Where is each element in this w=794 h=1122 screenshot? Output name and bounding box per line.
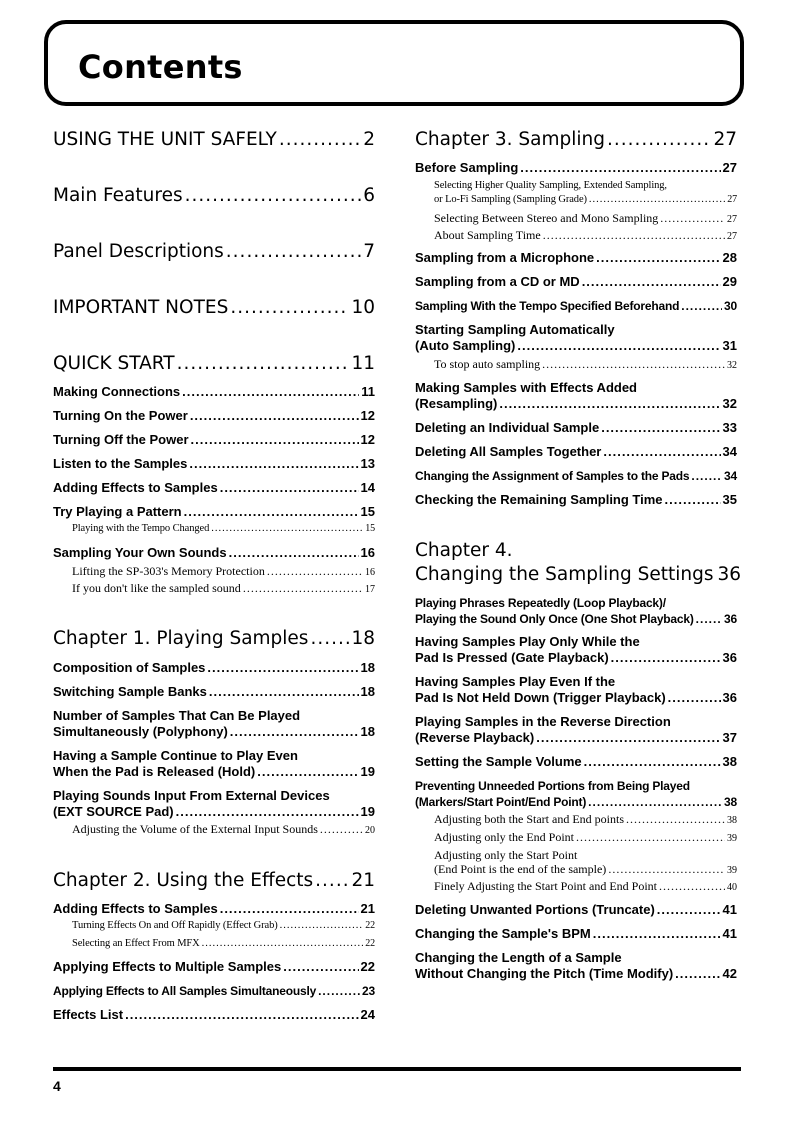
toc-entry-title-line: Having Samples Play Only While the bbox=[415, 634, 640, 649]
toc-entry-to-stop-auto-sampling[interactable] bbox=[415, 357, 737, 373]
dot-leader bbox=[582, 274, 721, 290]
toc-entry-title: Selecting an Effect From MFX bbox=[72, 938, 200, 949]
dot-leader bbox=[202, 937, 364, 951]
toc-page-number: 10 bbox=[351, 297, 375, 318]
toc-entry-title: Chapter 2. Using the Effects bbox=[53, 870, 314, 891]
toc-entry-adjusting-the-volume-of-the-external-input-sound[interactable] bbox=[53, 822, 375, 838]
toc-entry-title: QUICK START bbox=[53, 353, 175, 374]
toc-entry-playing-with-the-tempo-changed[interactable] bbox=[53, 522, 375, 536]
toc-entry-title-line: Playing Phrases Repeatedly (Loop Playback)/ bbox=[415, 596, 666, 610]
toc-entry-sampling-with-the-tempo-specified-beforehand[interactable] bbox=[415, 298, 737, 314]
toc-page-number: 27 bbox=[727, 231, 737, 242]
toc-entry-title: Try Playing a Pattern bbox=[53, 504, 182, 519]
toc-entry-title: Simultaneously (Polyphony) bbox=[53, 724, 228, 739]
toc-entry-making-samples-with-effects-added-resampling[interactable] bbox=[415, 380, 737, 412]
toc-entry-using-the-unit-safely[interactable] bbox=[53, 128, 375, 152]
toc-page-number: 15 bbox=[360, 504, 375, 519]
toc-page-number: 37 bbox=[722, 730, 737, 745]
toc-entry-title: Adjusting both the Start and End points bbox=[434, 812, 624, 826]
dot-leader bbox=[660, 211, 725, 225]
page-number: 4 bbox=[53, 1078, 61, 1094]
toc-page-number: 16 bbox=[360, 545, 375, 560]
dot-leader bbox=[626, 812, 725, 826]
toc-entry-title: Sampling Your Own Sounds bbox=[53, 545, 227, 560]
toc-page-number: 36 bbox=[722, 690, 737, 705]
toc-page-number: 41 bbox=[722, 926, 737, 941]
toc-page-number: 12 bbox=[360, 432, 375, 447]
toc-entry-important-notes[interactable] bbox=[53, 296, 375, 320]
toc-entry-title: If you don't like the sampled sound bbox=[72, 581, 241, 595]
dot-leader bbox=[211, 522, 363, 536]
toc-entry-chapter-4-changing-the-sampling-settings[interactable] bbox=[415, 539, 742, 587]
toc-entry-before-sampling[interactable] bbox=[415, 160, 737, 176]
dot-leader bbox=[315, 869, 349, 893]
toc-entry-adjusting-only-the-end-point[interactable] bbox=[415, 830, 737, 846]
toc-page-number: 40 bbox=[727, 882, 737, 893]
toc-page-number: 41 bbox=[722, 902, 737, 917]
toc-page-number: 24 bbox=[360, 1007, 375, 1022]
toc-entry-having-samples-play-even-if-the-pad-is-not-held-[interactable] bbox=[415, 674, 737, 706]
toc-entry-title: Pad Is Pressed (Gate Playback) bbox=[415, 650, 609, 665]
toc-entry-title: Changing the Assignment of Samples to the Pads bbox=[415, 469, 690, 483]
toc-entry-checking-the-remaining-sampling-time[interactable] bbox=[415, 492, 737, 508]
dot-leader bbox=[665, 492, 721, 508]
toc-entry-main-features[interactable] bbox=[53, 184, 375, 208]
dot-leader bbox=[657, 902, 721, 918]
dot-leader bbox=[659, 879, 725, 893]
toc-page-number: 21 bbox=[360, 901, 375, 916]
dot-leader bbox=[668, 690, 721, 706]
toc-entry-title: When the Pad is Released (Hold) bbox=[53, 764, 256, 779]
toc-page-number: 39 bbox=[727, 865, 737, 876]
toc-page-number: 28 bbox=[722, 250, 737, 265]
toc-entry-title: Adjusting the Volume of the External Input Sounds bbox=[72, 822, 318, 836]
toc-entry-title: Before Sampling bbox=[415, 160, 519, 175]
toc-entry-quick-start[interactable] bbox=[53, 352, 375, 376]
toc-page-number: 22 bbox=[365, 920, 375, 931]
toc-entry-title: Listen to the Samples bbox=[53, 456, 188, 471]
dot-leader bbox=[596, 250, 720, 266]
toc-entry-turning-effects-on-and-off-rapidly-effect-grab[interactable] bbox=[53, 919, 375, 933]
toc-entry-title: Panel Descriptions bbox=[53, 241, 224, 262]
dot-leader bbox=[608, 862, 725, 876]
dot-leader bbox=[189, 456, 358, 472]
toc-entry-title: (Auto Sampling) bbox=[415, 338, 516, 353]
toc-entry-title: (End Point is the end of the sample) bbox=[434, 862, 607, 876]
toc-entry-finely-adjusting-the-start-point-and-end-point[interactable] bbox=[415, 879, 737, 895]
toc-entry-title: Deleting an Individual Sample bbox=[415, 420, 600, 435]
toc-page-number: 18 bbox=[351, 628, 375, 649]
toc-page-number: 14 bbox=[360, 480, 375, 495]
toc-entry-title-line: Having a Sample Continue to Play Even bbox=[53, 748, 298, 763]
dot-leader bbox=[318, 983, 360, 999]
toc-entry-title: (EXT SOURCE Pad) bbox=[53, 804, 174, 819]
toc-page-number: 23 bbox=[362, 984, 375, 998]
dot-leader bbox=[279, 128, 361, 152]
dot-leader bbox=[191, 432, 359, 448]
toc-entry-title: (Reverse Playback) bbox=[415, 730, 535, 745]
toc-entry-title: Main Features bbox=[53, 185, 183, 206]
toc-entry-sampling-your-own-sounds[interactable] bbox=[53, 545, 375, 561]
toc-entry-title: Composition of Samples bbox=[53, 660, 206, 675]
toc-page-number: 18 bbox=[360, 660, 375, 675]
toc-page-number: 17 bbox=[365, 584, 375, 595]
toc-entry-title: Lifting the SP-303's Memory Protection bbox=[72, 564, 265, 578]
toc-entry-title: Setting the Sample Volume bbox=[415, 754, 582, 769]
toc-entry-changing-the-assignment-of-samples-to-the-pads[interactable] bbox=[415, 468, 737, 484]
toc-page-number: 2 bbox=[363, 129, 375, 150]
toc-entry-deleting-an-individual-sample[interactable] bbox=[415, 420, 737, 436]
toc-entry-sampling-from-a-microphone[interactable] bbox=[415, 250, 737, 266]
dot-leader bbox=[176, 804, 359, 820]
toc-entry-adjusting-both-the-start-and-end-points[interactable] bbox=[415, 812, 737, 828]
toc-entry-deleting-unwanted-portions-truncate[interactable] bbox=[415, 902, 737, 918]
toc-page-number: 34 bbox=[722, 444, 737, 459]
toc-page-number: 32 bbox=[727, 360, 737, 371]
dot-leader bbox=[184, 504, 359, 520]
dot-leader bbox=[229, 545, 359, 561]
toc-entry-title: Adjusting only the End Point bbox=[434, 830, 575, 844]
toc-page-number: 32 bbox=[722, 396, 737, 411]
dot-leader bbox=[584, 754, 721, 770]
toc-entry-listen-to-the-samples[interactable] bbox=[53, 456, 375, 472]
toc-entry-selecting-between-stereo-and-mono-sampling[interactable] bbox=[415, 211, 737, 227]
dot-leader bbox=[593, 926, 721, 942]
toc-entry-composition-of-samples[interactable] bbox=[53, 660, 375, 676]
toc-page-number: 29 bbox=[722, 274, 737, 289]
dot-leader bbox=[691, 468, 722, 484]
toc-page-number: 42 bbox=[722, 966, 737, 981]
toc-entry-selecting-an-effect-from-mfx[interactable] bbox=[53, 937, 375, 951]
dot-leader bbox=[257, 764, 358, 780]
dot-leader bbox=[226, 240, 361, 264]
toc-page-number: 15 bbox=[365, 523, 375, 534]
toc-entry-chapter-3-sampling[interactable] bbox=[415, 128, 737, 152]
toc-entry-title: Chapter 1. Playing Samples bbox=[53, 628, 309, 649]
toc-entry-applying-effects-to-all-samples-simultaneously[interactable] bbox=[53, 983, 375, 999]
dot-leader bbox=[185, 184, 362, 208]
toc-page-number: 31 bbox=[722, 338, 737, 353]
dot-leader bbox=[543, 228, 725, 242]
dot-leader bbox=[267, 564, 363, 578]
toc-entry-title-line: Making Samples with Effects Added bbox=[415, 380, 638, 395]
dot-leader bbox=[542, 357, 725, 371]
toc-entry-title: Switching Sample Banks bbox=[53, 684, 207, 699]
dot-leader bbox=[520, 160, 720, 176]
dot-leader bbox=[588, 794, 722, 810]
footer-rule bbox=[53, 1067, 741, 1071]
toc-entry-adjusting-only-the-start-point-end-point-is-the-[interactable] bbox=[415, 848, 737, 878]
toc-entry-having-a-sample-continue-to-play-even-when-the-p[interactable] bbox=[53, 748, 375, 780]
toc-entry-playing-sounds-input-from-external-devices-ext-s[interactable] bbox=[53, 788, 375, 820]
toc-entry-title: Deleting All Samples Together bbox=[415, 444, 602, 459]
dot-leader bbox=[177, 352, 350, 376]
toc-entry-title: Applying Effects to All Samples Simultaneously bbox=[53, 984, 317, 998]
toc-entry-title: Selecting Between Stereo and Mono Sampling bbox=[434, 211, 659, 225]
toc-entry-selecting-higher-quality-sampling-extended-sampl[interactable] bbox=[415, 179, 737, 207]
dot-leader bbox=[607, 128, 711, 152]
page-title: Contents bbox=[78, 48, 243, 86]
toc-page-number: 12 bbox=[360, 408, 375, 423]
toc-entry-changing-the-length-of-a-sample-without-changing[interactable] bbox=[415, 950, 737, 982]
toc-entry-title: Sampling from a Microphone bbox=[415, 250, 595, 265]
toc-entry-playing-samples-in-the-reverse-direction-reverse[interactable] bbox=[415, 714, 737, 746]
toc-entry-title: Applying Effects to Multiple Samples bbox=[53, 959, 282, 974]
toc-entry-title: IMPORTANT NOTES bbox=[53, 297, 229, 318]
toc-page-number: 18 bbox=[360, 724, 375, 739]
toc-page-number: 35 bbox=[722, 492, 737, 507]
toc-entry-title: Changing the Sample's BPM bbox=[415, 926, 591, 941]
toc-entry-title: About Sampling Time bbox=[434, 228, 541, 242]
toc-page-number: 38 bbox=[724, 795, 737, 809]
toc-page-number: 18 bbox=[360, 684, 375, 699]
toc-entry-panel-descriptions[interactable] bbox=[53, 240, 375, 264]
toc-entry-about-sampling-time[interactable] bbox=[415, 228, 737, 244]
dot-leader bbox=[601, 420, 720, 436]
toc-entry-sampling-from-a-cd-or-md[interactable] bbox=[415, 274, 737, 290]
toc-entry-effects-list[interactable] bbox=[53, 1007, 375, 1023]
toc-entry-title-line: Number of Samples That Can Be Played bbox=[53, 708, 301, 723]
dot-leader bbox=[603, 444, 720, 460]
toc-entry-lifting-the-sp-303-s-memory-protection[interactable] bbox=[53, 564, 375, 580]
toc-page-number: 38 bbox=[727, 815, 737, 826]
toc-page-number: 38 bbox=[722, 754, 737, 769]
dot-leader bbox=[310, 627, 349, 651]
dot-leader bbox=[190, 408, 359, 424]
toc-entry-title: Deleting Unwanted Portions (Truncate) bbox=[415, 902, 655, 917]
dot-leader bbox=[283, 959, 358, 975]
dot-leader bbox=[230, 724, 359, 740]
toc-entry-title: or Lo-Fi Sampling (Sampling Grade) bbox=[434, 194, 587, 205]
toc-page-number: 11 bbox=[351, 353, 375, 374]
dot-leader bbox=[536, 730, 720, 746]
toc-entry-turning-off-the-power[interactable] bbox=[53, 432, 375, 448]
dot-leader bbox=[209, 684, 359, 700]
toc-page-number: 36 bbox=[717, 564, 742, 585]
toc-entry-title: Checking the Remaining Sampling Time bbox=[415, 492, 663, 507]
dot-leader bbox=[182, 384, 359, 400]
toc-entry-if-you-don-t-like-the-sampled-sound[interactable] bbox=[53, 581, 375, 597]
toc-entry-making-connections[interactable] bbox=[53, 384, 375, 400]
toc-page-number: 6 bbox=[363, 185, 375, 206]
toc-entry-title-line: Chapter 4. bbox=[415, 540, 513, 561]
toc-page-number: 27 bbox=[727, 194, 737, 205]
toc-page-number: 39 bbox=[727, 833, 737, 844]
toc-page-number: 13 bbox=[360, 456, 375, 471]
toc-page-number: 22 bbox=[365, 938, 375, 949]
dot-leader bbox=[230, 296, 349, 320]
toc-page-number: 30 bbox=[724, 299, 737, 313]
toc-entry-starting-sampling-automatically-auto-sampling[interactable] bbox=[415, 322, 737, 354]
toc-page-number: 20 bbox=[365, 825, 375, 836]
toc-entry-try-playing-a-pattern[interactable] bbox=[53, 504, 375, 520]
toc-entry-title: Sampling With the Tempo Specified Beforehand bbox=[415, 299, 680, 313]
toc-entry-changing-the-sample-s-bpm[interactable] bbox=[415, 926, 737, 942]
toc-entry-title-line: Playing Samples in the Reverse Direction bbox=[415, 714, 671, 729]
toc-entry-title: Finely Adjusting the Start Point and End Point bbox=[434, 879, 658, 893]
toc-entry-title-line: Changing the Length of a Sample bbox=[415, 950, 622, 965]
toc-entry-title: Turning Effects On and Off Rapidly (Effect Grab) bbox=[72, 920, 278, 931]
toc-entry-turning-on-the-power[interactable] bbox=[53, 408, 375, 424]
toc-page-number: 11 bbox=[361, 384, 375, 399]
toc-entry-title: USING THE UNIT SAFELY bbox=[53, 129, 277, 150]
toc-entry-chapter-2-using-the-effects[interactable] bbox=[53, 869, 375, 893]
toc-entry-title: Turning Off the Power bbox=[53, 432, 189, 447]
toc-page-number: 27 bbox=[722, 160, 737, 175]
toc-page-number: 7 bbox=[363, 241, 375, 262]
toc-page-number: 36 bbox=[724, 612, 737, 626]
toc-entry-title: Changing the Sampling Settings bbox=[415, 564, 714, 585]
toc-entry-adding-effects-to-samples[interactable] bbox=[53, 901, 375, 917]
dot-leader bbox=[576, 830, 725, 844]
toc-page-number: 19 bbox=[360, 804, 375, 819]
toc-entry-title-line: Having Samples Play Even If the bbox=[415, 674, 616, 689]
dot-leader bbox=[320, 822, 363, 836]
toc-entry-title: Playing the Sound Only Once (One Shot Playback) bbox=[415, 612, 694, 626]
toc-page-number: 27 bbox=[713, 129, 737, 150]
toc-entry-deleting-all-samples-together[interactable] bbox=[415, 444, 737, 460]
toc-entry-title: Turning On the Power bbox=[53, 408, 188, 423]
toc-entry-title: (Markers/Start Point/End Point) bbox=[415, 795, 587, 809]
toc-entry-title-line: Selecting Higher Quality Sampling, Extended Sampling, bbox=[434, 180, 667, 191]
dot-leader bbox=[220, 901, 359, 917]
dot-leader bbox=[207, 660, 358, 676]
toc-page-number: 22 bbox=[360, 959, 375, 974]
toc-entry-setting-the-sample-volume[interactable] bbox=[415, 754, 737, 770]
toc-entry-title-line: Preventing Unneeded Portions from Being Played bbox=[415, 779, 690, 793]
toc-entry-title: Playing with the Tempo Changed bbox=[72, 523, 210, 534]
toc-entry-title: Making Connections bbox=[53, 384, 181, 399]
toc-page-number: 27 bbox=[727, 214, 737, 225]
toc-entry-playing-phrases-repeatedly-loop-playback-playing[interactable] bbox=[415, 595, 737, 627]
dot-leader bbox=[220, 480, 359, 496]
dot-leader bbox=[517, 338, 720, 354]
dot-leader bbox=[589, 193, 725, 207]
toc-page-number: 16 bbox=[365, 567, 375, 578]
toc-entry-title: Without Changing the Pitch (Time Modify) bbox=[415, 966, 674, 981]
toc-entry-title-line: Playing Sounds Input From External Devices bbox=[53, 788, 330, 803]
dot-leader bbox=[280, 919, 364, 933]
toc-entry-title-line: Starting Sampling Automatically bbox=[415, 322, 615, 337]
toc-entry-title: Adding Effects to Samples bbox=[53, 901, 218, 916]
toc-entry-title: Chapter 3. Sampling bbox=[415, 129, 605, 150]
toc-entry-title-line: Adjusting only the Start Point bbox=[434, 848, 578, 862]
toc-page-number: 21 bbox=[351, 870, 375, 891]
toc-entry-having-samples-play-only-while-the-pad-is-presse[interactable] bbox=[415, 634, 737, 666]
toc-entry-title: (Resampling) bbox=[415, 396, 498, 411]
toc-page-number: 19 bbox=[360, 764, 375, 779]
dot-leader bbox=[681, 298, 722, 314]
dot-leader bbox=[125, 1007, 358, 1023]
toc-entry-number-of-samples-that-can-be-played-simultaneou[interactable] bbox=[53, 708, 375, 740]
dot-leader bbox=[675, 966, 720, 982]
contents-title-box bbox=[44, 20, 744, 106]
dot-leader bbox=[696, 611, 722, 627]
toc-entry-title: Sampling from a CD or MD bbox=[415, 274, 580, 289]
toc-entry-title: Pad Is Not Held Down (Trigger Playback) bbox=[415, 690, 666, 705]
toc-page-number: 33 bbox=[722, 420, 737, 435]
dot-leader bbox=[611, 650, 721, 666]
toc-entry-title: Adding Effects to Samples bbox=[53, 480, 218, 495]
toc-page-number: 34 bbox=[724, 469, 737, 483]
dot-leader bbox=[499, 396, 720, 412]
toc-entry-preventing-unneeded-portions-from-being-played-m[interactable] bbox=[415, 778, 737, 810]
toc-page-number: 36 bbox=[722, 650, 737, 665]
toc-entry-chapter-1-playing-samples[interactable] bbox=[53, 627, 375, 651]
dot-leader bbox=[243, 581, 363, 595]
toc-entry-adding-effects-to-samples[interactable] bbox=[53, 480, 375, 496]
toc-entry-title: Effects List bbox=[53, 1007, 124, 1022]
toc-entry-switching-sample-banks[interactable] bbox=[53, 684, 375, 700]
toc-entry-applying-effects-to-multiple-samples[interactable] bbox=[53, 959, 375, 975]
toc-entry-title: To stop auto sampling bbox=[434, 357, 541, 371]
